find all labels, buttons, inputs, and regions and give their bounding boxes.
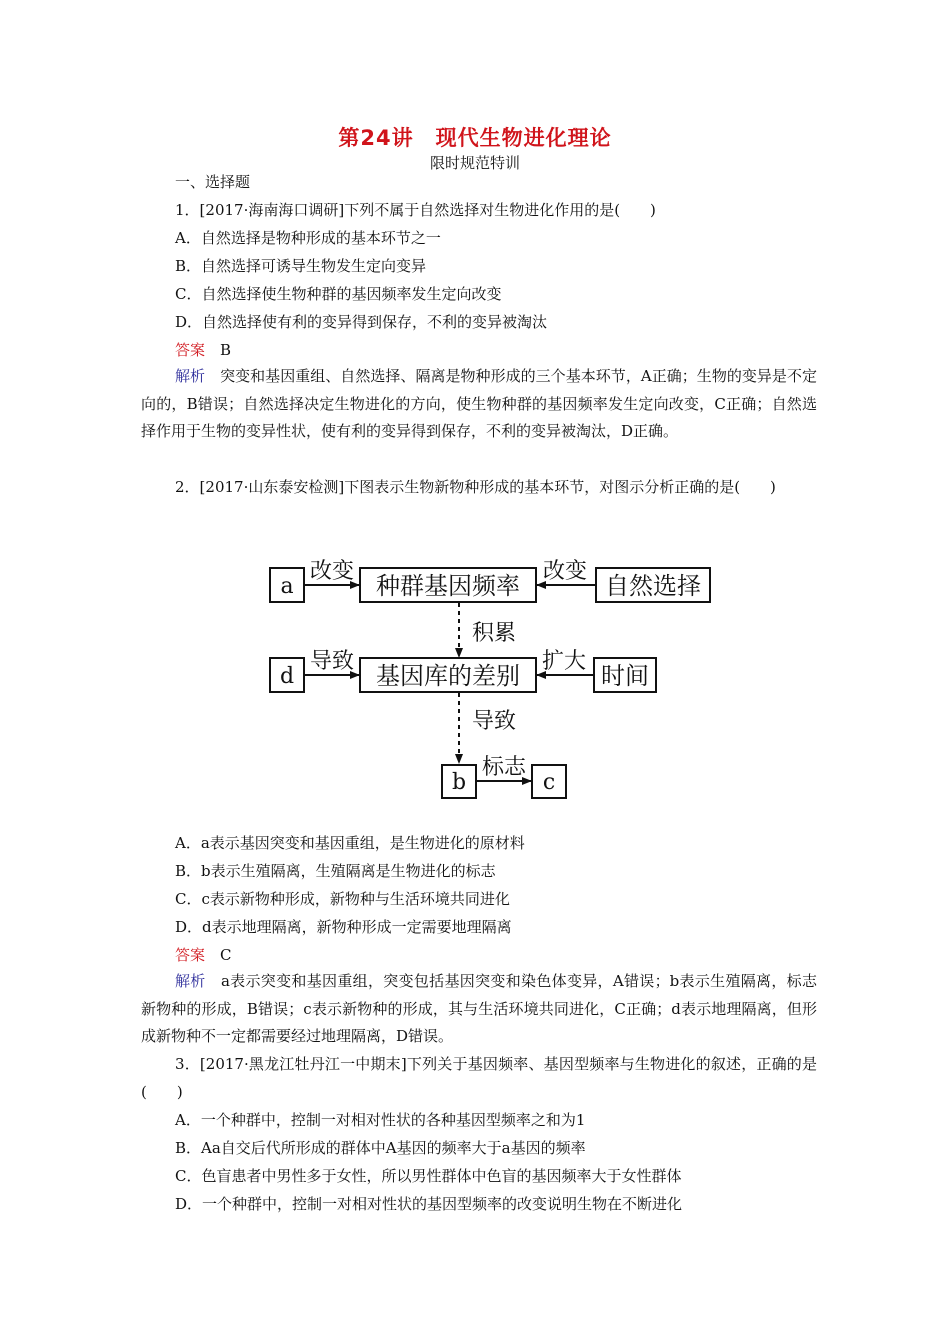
q1-answer-label: 答案 [175,341,206,359]
box-time-label: 时间 [601,662,649,690]
q2-answer-value: C [220,946,232,964]
label-accumulate: 积累 [471,621,517,646]
q1-option-a: A．自然选择是物种形成的基本环节之一 [175,229,441,247]
box-natural-selection-label: 自然选择 [605,572,701,600]
q2-analysis [141,968,817,1051]
q2-answer [175,945,232,965]
box-population-gene-frequency-label: 种群基因频率 [376,572,520,600]
q3-option-d: D．一个种群中，控制一对相对性状的基因型频率的改变说明生物在不断进化 [175,1195,683,1213]
page-subtitle: 限时规范特训 [429,154,520,172]
q2-analysis-text: a表示突变和基因重组，突变包括基因突变和染色体变异，A错误；b表示生殖隔离，标志新物种的形成，B错误；c表示新物种的形成，其与生活环境共同进化，C正确；d表示地理隔离，但形成新物种不一定都需要经过地理隔离，D错误。 [141,972,817,1045]
q3-stem: 3．[2017·黑龙江牡丹江一中期末]下列关于基因频率、基因型频率与生物进化的叙述，正确的是( ) [141,1055,817,1101]
q1-analysis-label: 解析 [175,367,206,385]
q1-answer-value: B [220,341,232,359]
label-lead-2: 导致 [471,709,517,734]
q1-answer [175,340,231,360]
q2-option-b: B．b表示生殖隔离，生殖隔离是生物进化的标志 [175,862,496,880]
q1-option-d: D．自然选择使有利的变异得到保存，不利的变异被淘汰 [175,313,548,331]
q3-option-b: B．Aa自交后代所形成的群体中A基因的频率大于a基因的频率 [175,1139,586,1157]
label-lead-1: 导致 [309,649,355,674]
box-b-label: b [451,770,467,795]
q2-option-d: D．d表示地理隔离，新物种形成一定需要地理隔离 [175,918,512,936]
q1-option-b: B．自然选择可诱导生物发生定向变异 [175,257,427,275]
box-d-label: d [279,664,295,689]
label-mark: 标志 [481,755,527,780]
section-heading: 一、选择题 [175,173,251,191]
q1-stem: 1．[2017·海南海口调研]下列不属于自然选择对生物进化作用的是( ) [175,201,656,219]
q1-analysis-text: 突变和基因重组、自然选择、隔离是物种形成的三个基本环节，A正确；生物的变异是不定向的，B错误；自然选择决定生物进化的方向，使生物种群的基因频率发生定向改变，C正确；自然选择作用于生物的变异性状，使有利的变异得到保存，不利的变异被淘汰，D正确。 [141,367,817,440]
label-expand: 扩大 [541,649,587,674]
q2-analysis-label: 解析 [175,972,206,990]
label-change-2: 改变 [542,559,588,584]
q2-answer-label: 答案 [175,946,206,964]
box-gene-pool-difference-label: 基因库的差别 [376,662,520,690]
q1-analysis [141,363,817,446]
q2-stem: 2．[2017·山东泰安检测]下图表示生物新物种形成的基本环节，对图示分析正确的是( ) [175,478,776,496]
q1-option-c: C．自然选择使生物种群的基因频率发生定向改变 [175,285,502,303]
box-c-label: c [542,770,556,795]
q2-option-a: A．a表示基因突变和基因重组，是生物进化的原材料 [175,834,525,852]
page-title: 第24讲 现代生物进化理论 [338,126,612,150]
q3-option-c: C．色盲患者中男性多于女性，所以男性群体中色盲的基因频率大于女性群体 [175,1167,682,1185]
speciation-diagram [246,538,736,828]
q2-option-c: C．c表示新物种形成，新物种与生活环境共同进化 [175,890,510,908]
label-change-1: 改变 [309,559,355,584]
box-a-label: a [280,574,294,599]
q3-option-a: A．一个种群中，控制一对相对性状的各种基因型频率之和为1 [175,1111,586,1129]
